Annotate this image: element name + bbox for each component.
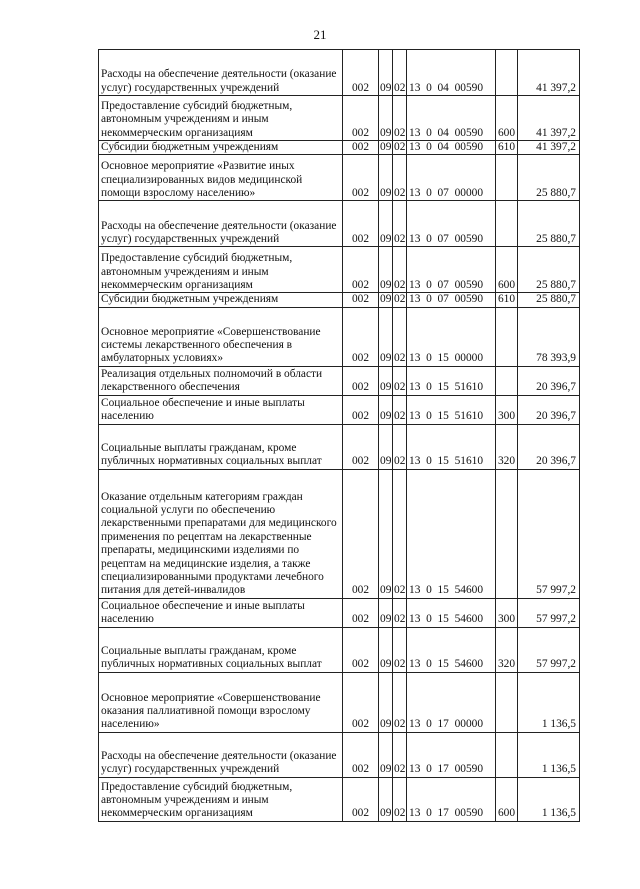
amount-cell: 20 396,7 — [518, 395, 580, 424]
subsection-code-cell: 02 — [393, 247, 407, 293]
section-code-cell: 09 — [379, 307, 393, 366]
program-code-cell: 13 0 07 00590 — [407, 293, 496, 307]
ministry-code-cell: 002 — [343, 155, 379, 201]
subsection-code-cell: 02 — [394, 141, 406, 153]
expense-name-cell: Основное мероприятие «Совершенствование системы лекарственного обеспечения в амбулаторных условиях» — [99, 307, 343, 366]
program-code-cell: 13 0 04 00590 — [407, 50, 496, 96]
ministry-code-cell: 002 — [343, 424, 379, 469]
ministry-code-cell: 002 — [343, 366, 379, 395]
program-code-cell: 13 0 07 00000 — [407, 155, 496, 201]
amount-cell: 57 997,2 — [518, 598, 580, 627]
page-number: 21 — [313, 27, 327, 42]
amount-cell: 25 880,7 — [518, 293, 580, 307]
amount-cell: 1 136,5 — [518, 732, 580, 777]
program-code-cell: 13 0 15 00000 — [407, 307, 496, 366]
expense-type-code-cell — [496, 366, 518, 395]
section-code-cell: 09 — [379, 50, 393, 96]
amount-cell: 20 396,7 — [518, 424, 580, 469]
expense-name-cell: Реализация отдельных полномочий в области лекарственного обеспечения — [99, 366, 343, 395]
ministry-code-cell: 002 — [343, 307, 379, 366]
ministry-code-cell: 002 — [343, 293, 379, 307]
table-row — [99, 141, 580, 155]
program-code-cell: 13 0 04 00590 — [407, 96, 496, 141]
expense-type-code-cell: 610 — [496, 293, 518, 307]
section-code-cell: 09 — [379, 469, 393, 598]
section-code-cell: 09 — [380, 293, 392, 306]
program-code-cell: 13 0 04 00590 — [407, 141, 496, 155]
table-row — [99, 366, 580, 395]
program-code-cell: 13 0 15 51610 — [407, 395, 496, 424]
table-row — [99, 247, 580, 293]
subsection-code-cell: 02 — [393, 201, 407, 247]
expense-type-code-cell — [496, 307, 518, 366]
table-row — [99, 424, 580, 469]
expense-type-code-cell: 320 — [496, 424, 518, 469]
ministry-code-cell: 002 — [343, 395, 379, 424]
subsection-code-cell: 02 — [393, 50, 407, 96]
ministry-code-cell: 002 — [343, 732, 379, 777]
expense-name-cell: Основное мероприятие «Развитие иных специализированных видов медицинской помощи взрослому населению» — [99, 155, 343, 201]
ministry-code-cell: 002 — [343, 598, 379, 627]
budget-table — [98, 49, 580, 822]
amount-cell: 57 997,2 — [518, 469, 580, 598]
amount-cell: 41 397,2 — [518, 96, 580, 141]
table-row — [99, 155, 580, 201]
expense-type-code-cell: 610 — [496, 141, 518, 155]
ministry-code-cell: 002 — [343, 672, 379, 732]
section-code-cell: 09 — [379, 777, 393, 821]
ministry-code-cell: 002 — [343, 777, 379, 821]
amount-cell: 78 393,9 — [518, 307, 580, 366]
ministry-code-cell: 002 — [343, 141, 379, 155]
section-code-cell: 09 — [379, 598, 393, 627]
table-row — [99, 598, 580, 627]
section-code-cell: 09 — [379, 247, 393, 293]
amount-cell: 41 397,2 — [518, 50, 580, 96]
expense-name-cell: Субсидии бюджетным учреждениям — [99, 293, 343, 307]
expense-type-code-cell — [496, 732, 518, 777]
expense-name-cell: Предоставление субсидий бюджетным, автономным учреждениям и иным некоммерческим организациям — [99, 96, 343, 141]
table-row — [99, 777, 580, 821]
subsection-code-cell: 02 — [393, 307, 407, 366]
amount-cell: 41 397,2 — [518, 141, 580, 155]
subsection-code-cell: 02 — [393, 395, 407, 424]
table-row — [99, 627, 580, 672]
expense-name-cell: Социальное обеспечение и иные выплаты населению — [99, 598, 343, 627]
expense-type-code-cell: 600 — [496, 96, 518, 141]
program-code-cell: 13 0 15 51610 — [407, 366, 496, 395]
program-code-cell: 13 0 15 54600 — [407, 627, 496, 672]
expense-name-cell: Основное мероприятие «Совершенствование оказания паллиативной помощи взрослому населению» — [99, 672, 343, 732]
ministry-code-cell: 002 — [343, 96, 379, 141]
section-code-cell: 09 — [379, 96, 393, 141]
expense-name-cell: Предоставление субсидий бюджетным, автономным учреждениям и иным некоммерческим организациям — [99, 777, 343, 821]
table-row — [99, 201, 580, 247]
section-code-cell: 09 — [379, 155, 393, 201]
section-code-cell: 09 — [379, 672, 393, 732]
ministry-code-cell: 002 — [343, 201, 379, 247]
expense-name-cell: Социальные выплаты гражданам, кроме публичных нормативных социальных выплат — [99, 424, 343, 469]
subsection-code-cell: 02 — [393, 96, 407, 141]
ministry-code-cell: 002 — [343, 50, 379, 96]
expense-type-code-cell: 300 — [496, 598, 518, 627]
ministry-code-cell: 002 — [343, 627, 379, 672]
program-code-cell: 13 0 15 51610 — [407, 424, 496, 469]
amount-cell: 25 880,7 — [518, 247, 580, 293]
expense-name-cell: Расходы на обеспечение деятельности (оказание услуг) государственных учреждений — [99, 50, 343, 96]
expense-type-code-cell: 320 — [496, 627, 518, 672]
ministry-code-cell: 002 — [343, 247, 379, 293]
table-row — [99, 293, 580, 307]
expense-name-cell: Расходы на обеспечение деятельности (оказание услуг) государственных учреждений — [99, 201, 343, 247]
program-code-cell: 13 0 17 00590 — [407, 732, 496, 777]
table-row — [99, 50, 580, 96]
expense-type-code-cell — [496, 155, 518, 201]
program-code-cell: 13 0 15 54600 — [407, 598, 496, 627]
subsection-code-cell: 02 — [393, 672, 407, 732]
program-code-cell: 13 0 07 00590 — [407, 201, 496, 247]
expense-name-cell: Субсидии бюджетным учреждениям — [99, 141, 343, 155]
subsection-code-cell: 02 — [393, 598, 407, 627]
table-row — [99, 395, 580, 424]
expense-type-code-cell — [496, 50, 518, 96]
ministry-code-cell: 002 — [343, 469, 379, 598]
table-row — [99, 732, 580, 777]
expense-name-cell: Социальное обеспечение и иные выплаты населению — [99, 395, 343, 424]
expense-name-cell: Расходы на обеспечение деятельности (оказание услуг) государственных учреждений — [99, 732, 343, 777]
amount-cell: 1 136,5 — [518, 777, 580, 821]
section-code-cell: 09 — [379, 627, 393, 672]
expense-type-code-cell — [496, 469, 518, 598]
expense-type-code-cell: 600 — [496, 777, 518, 821]
program-code-cell: 13 0 17 00000 — [407, 672, 496, 732]
subsection-code-cell: 02 — [394, 293, 406, 306]
section-code-cell: 09 — [380, 141, 392, 153]
expense-type-code-cell — [496, 201, 518, 247]
table-row — [99, 469, 580, 598]
subsection-code-cell: 02 — [393, 424, 407, 469]
section-code-cell: 09 — [379, 395, 393, 424]
amount-cell: 57 997,2 — [518, 627, 580, 672]
amount-cell: 25 880,7 — [518, 201, 580, 247]
subsection-code-cell: 02 — [393, 777, 407, 821]
program-code-cell: 13 0 07 00590 — [407, 247, 496, 293]
section-code-cell: 09 — [379, 366, 393, 395]
expense-name-cell: Социальные выплаты гражданам, кроме публичных нормативных социальных выплат — [99, 627, 343, 672]
amount-cell: 1 136,5 — [518, 672, 580, 732]
program-code-cell: 13 0 17 00590 — [407, 777, 496, 821]
section-code-cell: 09 — [379, 424, 393, 469]
subsection-code-cell: 02 — [393, 627, 407, 672]
table-row — [99, 307, 580, 366]
expense-type-code-cell — [496, 672, 518, 732]
expense-type-code-cell: 600 — [496, 247, 518, 293]
subsection-code-cell: 02 — [393, 732, 407, 777]
amount-cell: 20 396,7 — [518, 366, 580, 395]
expense-name-cell: Предоставление субсидий бюджетным, автономным учреждениям и иным некоммерческим организациям — [99, 247, 343, 293]
expense-type-code-cell: 300 — [496, 395, 518, 424]
amount-cell: 25 880,7 — [518, 155, 580, 201]
subsection-code-cell: 02 — [393, 155, 407, 201]
section-code-cell: 09 — [379, 732, 393, 777]
subsection-code-cell: 02 — [393, 366, 407, 395]
section-code-cell: 09 — [379, 201, 393, 247]
table-row — [99, 672, 580, 732]
expense-name-cell: Оказание отдельным категориям граждан социальной услуги по обеспечению лекарственными препаратами для медицинского применения по рецептам на лекарственные препараты, медицинскими изделиями по рецептам на медицинские изделия, а также специализированными продуктами лечебного питания для детей-инвалидов — [99, 469, 343, 598]
program-code-cell: 13 0 15 54600 — [407, 469, 496, 598]
subsection-code-cell: 02 — [393, 469, 407, 598]
table-row — [99, 96, 580, 141]
